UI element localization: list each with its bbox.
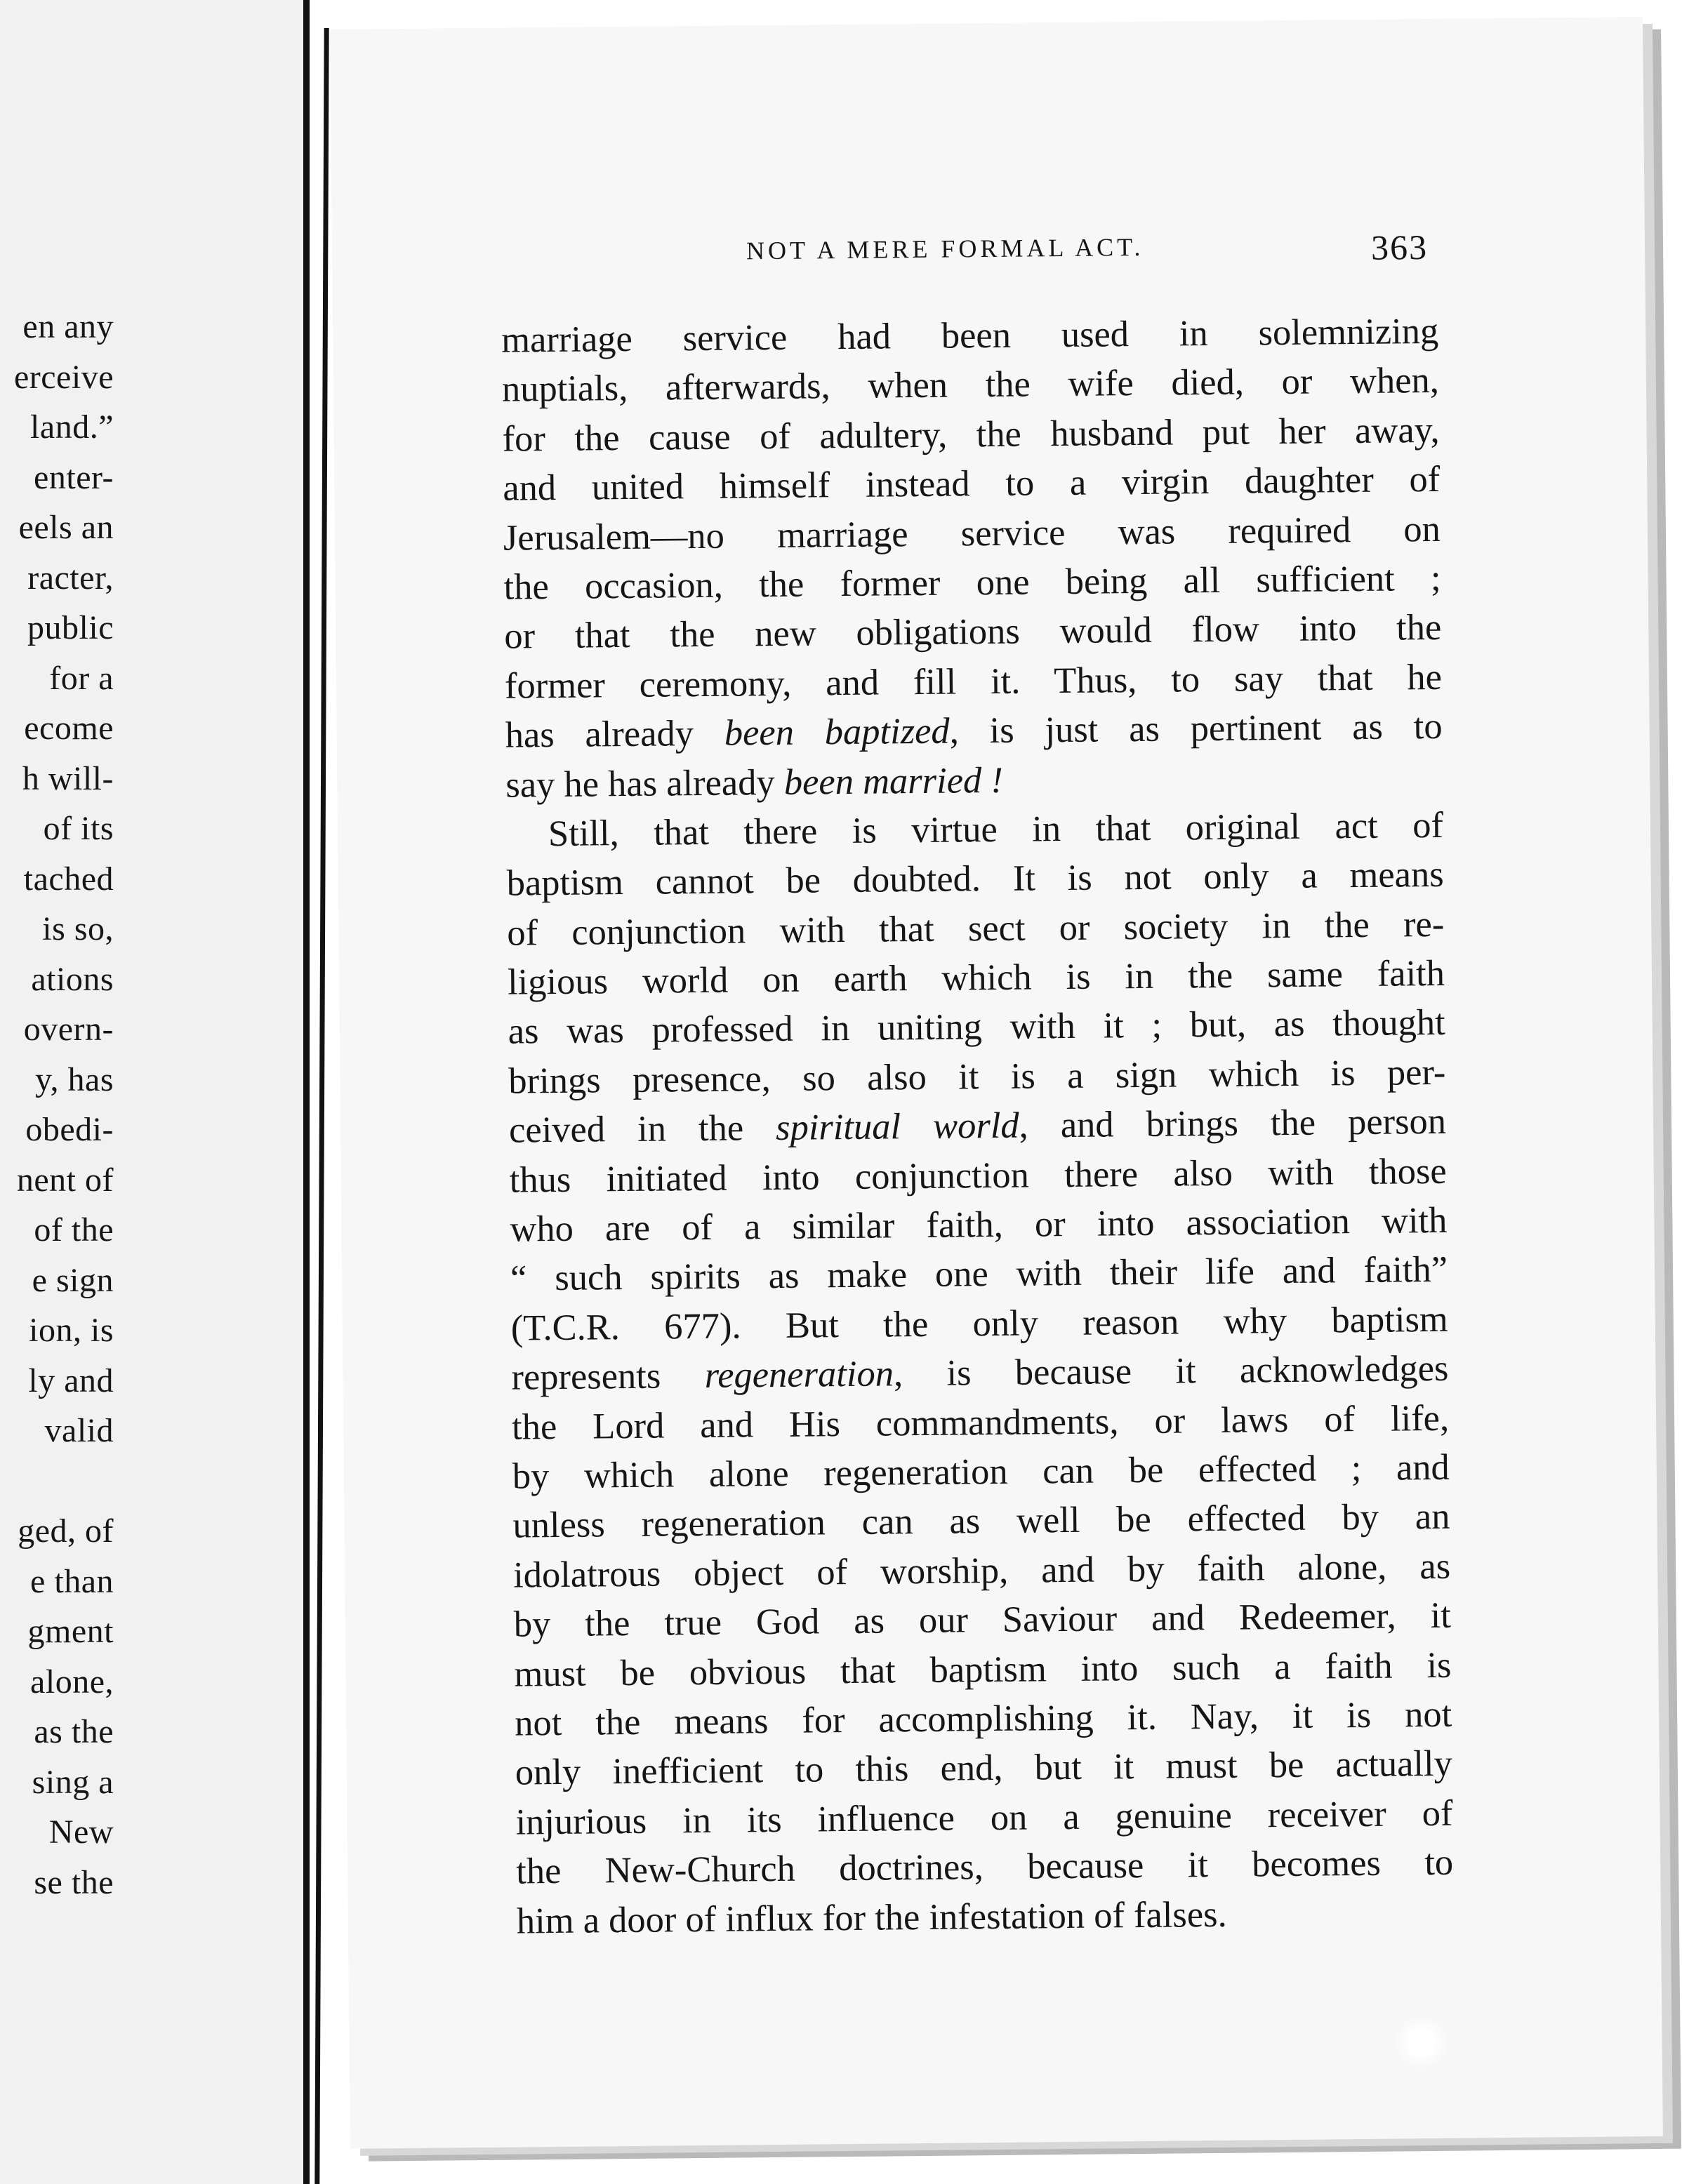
text-line: brings presence, so also it is a sign which is per- xyxy=(508,1051,1446,1102)
text-line: idolatrous object of worship, and by faith alone, as xyxy=(512,1545,1451,1596)
text-line: of conjunction with that sect or society in the re- xyxy=(507,903,1445,954)
text-line: only inefficient to this end, but it must be actually xyxy=(515,1743,1453,1793)
text-segment: ceived in the xyxy=(508,1107,776,1151)
left-text-line xyxy=(0,1456,114,1507)
text-line: “ such spirits as make one with their life and faith” xyxy=(510,1249,1448,1300)
text-line: must be obvious that baptism into such a faith is xyxy=(514,1644,1452,1695)
left-text-line: e than xyxy=(30,1562,114,1600)
text-line xyxy=(511,1344,1449,1402)
text-line: who are of a similar faith, or into association with xyxy=(510,1199,1448,1250)
left-text-line: land.” xyxy=(30,408,114,446)
left-text-line: valid xyxy=(44,1412,114,1449)
left-text-line: of its xyxy=(43,810,114,847)
left-text-line: ecome xyxy=(24,710,114,747)
text-line: marriage service had been used in solemnizing xyxy=(501,310,1439,361)
italic-phrase: regeneration xyxy=(704,1353,894,1397)
left-text-line: alone, xyxy=(30,1663,114,1700)
text-segment: has already xyxy=(505,712,725,756)
left-text-line: gment xyxy=(27,1613,114,1650)
text-line xyxy=(509,1097,1447,1155)
left-text-line: enter- xyxy=(34,458,114,496)
text-line: nuptials, afterwards, when the wife died, or when, xyxy=(501,360,1440,411)
text-line: by the true God as our Saviour and Redeemer, it xyxy=(513,1594,1452,1645)
text-line: baptism cannot be doubted. It is not only a means xyxy=(506,854,1444,904)
text-segment: represents xyxy=(511,1355,705,1398)
text-line: Jerusalem—no marriage service was required on xyxy=(503,508,1441,559)
text-line: as was professed in uniting with it ; but, as thought xyxy=(508,1002,1445,1053)
italic-phrase: spiritual world xyxy=(775,1105,1019,1149)
running-head: NOT A MERE FORMAL ACT. xyxy=(746,232,1144,265)
text-line: or that the new obligations would flow into the xyxy=(504,607,1442,657)
page-number: 363 xyxy=(1370,227,1429,267)
text-line: (T.C.R. 677). But the only reason why baptism xyxy=(510,1298,1448,1349)
text-line: the Lord and His commandments, or laws of life, xyxy=(511,1397,1450,1448)
left-text-line: obedi- xyxy=(25,1111,114,1148)
text-line: by which alone regeneration can be effected ; and xyxy=(512,1446,1450,1497)
left-text-line: h will- xyxy=(22,759,114,797)
left-text-line: erceive xyxy=(13,358,114,396)
left-text-line: overn- xyxy=(23,1011,114,1048)
text-line: the New-Church doctrines, because it becomes to xyxy=(515,1842,1454,1892)
left-text-line: as the xyxy=(34,1713,114,1750)
text-line: ligious world on earth which is in the same faith xyxy=(507,952,1445,1003)
left-page-edge xyxy=(303,0,310,2184)
left-text-line: e sign xyxy=(32,1261,114,1299)
left-text-line: en any xyxy=(22,308,114,345)
text-segment: , is because it acknowledges xyxy=(893,1347,1449,1394)
left-text-line: ged, of xyxy=(18,1512,114,1550)
scan-speck xyxy=(1393,2014,1450,2070)
text-line: not the means for accomplishing it. Nay, it is not xyxy=(514,1693,1452,1744)
left-text-line: public xyxy=(27,609,114,646)
text-line: for the cause of adultery, the husband put her away, xyxy=(502,409,1440,460)
text-segment: , and brings the person xyxy=(1019,1101,1447,1146)
text-line: the occasion, the former one being all sufficient ; xyxy=(503,557,1441,608)
left-page-text xyxy=(0,302,114,1907)
left-page-fragment xyxy=(0,0,309,2184)
left-text-line: sing a xyxy=(32,1763,114,1801)
left-text-line: ations xyxy=(31,960,114,998)
text-line: injurious in its influence on a genuine receiver of xyxy=(515,1792,1453,1843)
gutter-line xyxy=(314,28,329,2184)
text-line xyxy=(505,751,1443,809)
italic-phrase: been baptized xyxy=(724,710,950,754)
left-text-line: ion, is xyxy=(29,1312,114,1349)
text-line: thus initiated into conjunction there also with those xyxy=(509,1150,1447,1201)
left-text-line: is so, xyxy=(42,910,114,947)
left-text-line: of the xyxy=(34,1211,114,1249)
text-line: and united himself instead to a virgin daughter of xyxy=(503,459,1441,509)
left-text-line: eels an xyxy=(18,509,114,546)
left-text-line: nent of xyxy=(16,1161,114,1199)
italic-phrase: been married ! xyxy=(783,759,1004,803)
body-text xyxy=(501,307,1454,1946)
left-text-line: se the xyxy=(34,1863,114,1901)
text-line: unless regeneration can as well be effected by an xyxy=(512,1496,1450,1546)
text-line xyxy=(505,702,1443,760)
text-line: Still, that there is virtue in that original act of xyxy=(548,804,1444,854)
text-line: former ceremony, and fill it. Thus, to say that he xyxy=(504,656,1443,707)
left-text-line: ly and xyxy=(28,1361,114,1399)
left-text-line: racter, xyxy=(27,559,114,597)
left-text-line: tached xyxy=(23,860,114,898)
left-text-line: y, has xyxy=(35,1060,114,1098)
left-text-line: for a xyxy=(49,659,114,697)
left-text-line: New xyxy=(48,1813,114,1851)
text-segment: say he has already xyxy=(505,761,785,806)
text-segment: , is just as pertinent as to xyxy=(949,705,1443,752)
right-page xyxy=(330,17,1663,2149)
text-line: him a door of influx for the infestation of falses. xyxy=(516,1893,1227,1942)
